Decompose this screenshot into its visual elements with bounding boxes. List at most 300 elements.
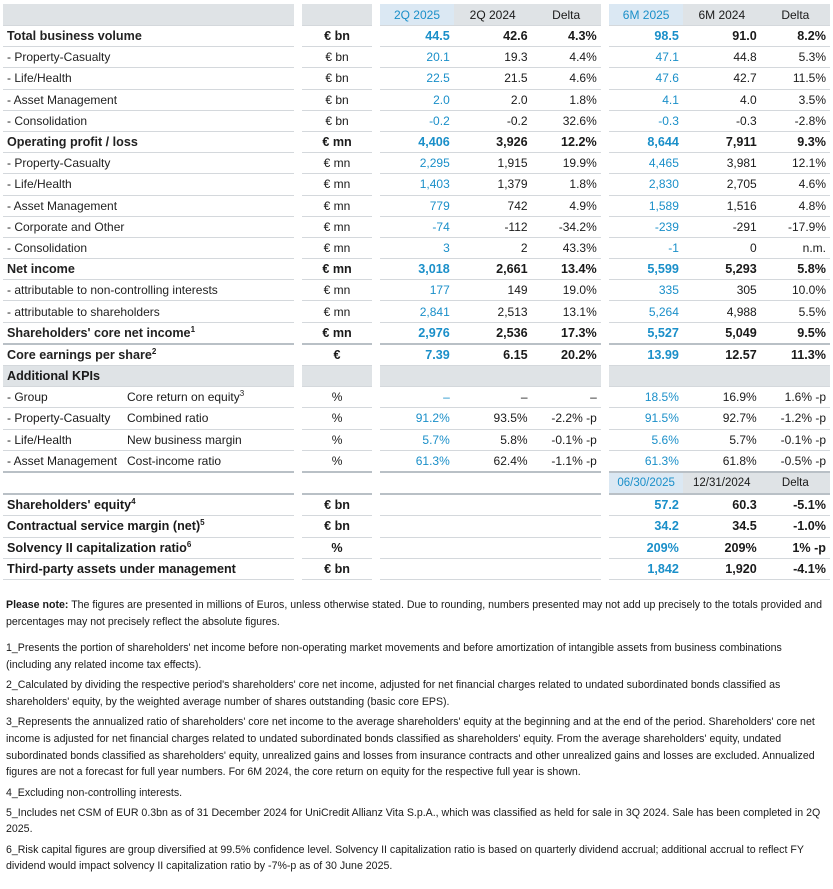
table-row xyxy=(3,301,830,322)
column-gap xyxy=(294,68,303,89)
value-cell: -1.1% -p xyxy=(532,451,601,473)
column-gap xyxy=(294,259,303,280)
column-gap xyxy=(372,4,381,26)
value-cell: 44.5 xyxy=(380,26,454,47)
column-gap xyxy=(294,90,303,111)
empty-cell xyxy=(380,495,454,516)
column-gap xyxy=(294,111,303,132)
value-cell: 5.7% xyxy=(683,430,761,451)
column-gap xyxy=(294,280,303,301)
column-gap xyxy=(601,408,610,429)
row-unit: € mn xyxy=(302,196,371,217)
column-gap xyxy=(601,153,610,174)
value-cell: 1.8% xyxy=(532,90,601,111)
column-gap xyxy=(601,217,610,238)
row-label xyxy=(3,259,294,280)
value-cell: 47.6 xyxy=(609,68,683,89)
row-label-text: - attributable to non-controlling interests xyxy=(7,283,218,298)
value-cell: – xyxy=(454,387,532,408)
column-gap xyxy=(294,301,303,322)
empty-cell xyxy=(454,516,532,537)
value-cell: 18.5% xyxy=(609,387,683,408)
value-cell: 20.2% xyxy=(532,345,601,366)
column-gap xyxy=(294,174,303,195)
value-cell: -0.2 xyxy=(454,111,532,132)
column-gap xyxy=(372,345,381,366)
footnote-5: 5_Includes net CSM of EUR 0.3bn as of 31 December 2024 for UniCredit Allianz Vita S.p.A., which was classified as held for sale in 3Q 2024. Sale has been completed in 2Q 2025. xyxy=(6,806,821,836)
value-cell: 19.3 xyxy=(454,47,532,68)
value-cell: 2.0 xyxy=(454,90,532,111)
kpi-row xyxy=(3,408,830,429)
balance-row xyxy=(3,516,830,537)
value-cell: 2,295 xyxy=(380,153,454,174)
value-cell: 62.4% xyxy=(454,451,532,473)
empty-cell xyxy=(454,559,532,580)
value-cell: 91.2% xyxy=(380,408,454,429)
balance-label-text: Shareholders' equity xyxy=(7,498,132,513)
kpi-segment: - Life/Health xyxy=(7,432,72,447)
kpi-title-filler xyxy=(302,366,371,387)
value-cell: 12.2% xyxy=(532,132,601,153)
date-header-blank xyxy=(3,473,294,495)
row-unit: € bn xyxy=(302,111,371,132)
section-row xyxy=(3,259,830,280)
column-gap xyxy=(372,451,381,473)
value-cell: 2,976 xyxy=(380,323,454,345)
column-gap xyxy=(294,430,303,451)
date-header-blank xyxy=(380,473,454,495)
empty-cell xyxy=(532,516,601,537)
kpi-title-filler xyxy=(532,366,601,387)
row-unit: € mn xyxy=(302,174,371,195)
value-cell: -17.9% xyxy=(761,217,830,238)
column-gap xyxy=(294,451,303,473)
value-cell: 47.1 xyxy=(609,47,683,68)
value-cell: 0 xyxy=(683,238,761,259)
column-gap xyxy=(601,538,610,559)
value-cell: 5.8% xyxy=(761,259,830,280)
please-note-label: Please note: xyxy=(6,599,69,611)
column-gap xyxy=(601,301,610,322)
empty-cell xyxy=(380,538,454,559)
value-cell: 7.39 xyxy=(380,345,454,366)
row-label-text: - Property-Casualty xyxy=(7,156,111,171)
row-label xyxy=(3,301,294,322)
column-gap xyxy=(601,196,610,217)
column-gap xyxy=(601,430,610,451)
column-gap xyxy=(601,473,610,495)
row-label-text: Operating profit / loss xyxy=(7,135,138,150)
kpi-title-filler xyxy=(454,366,532,387)
date-header-blank xyxy=(532,473,601,495)
column-gap xyxy=(601,111,610,132)
row-label-text: - Asset Management xyxy=(7,198,118,213)
value-cell: 5.7% xyxy=(380,430,454,451)
value-cell: 742 xyxy=(454,196,532,217)
date-header-c7: Delta xyxy=(761,473,830,495)
value-cell: 1,379 xyxy=(454,174,532,195)
column-gap xyxy=(294,495,303,516)
row-unit: € mn xyxy=(302,280,371,301)
balance-label-text: Contractual service margin (net) xyxy=(7,519,201,534)
value-cell: 8,644 xyxy=(609,132,683,153)
kpi-segment: - Property-Casualty xyxy=(7,411,111,426)
empty-cell xyxy=(380,516,454,537)
row-label-text: Total business volume xyxy=(7,29,142,44)
value-cell: 5.8% xyxy=(454,430,532,451)
row-label xyxy=(3,217,294,238)
row-unit: € bn xyxy=(302,47,371,68)
value-cell: 34.5 xyxy=(683,516,761,537)
value-cell: 19.9% xyxy=(532,153,601,174)
row-unit: € mn xyxy=(302,323,371,345)
value-cell: 5,599 xyxy=(609,259,683,280)
row-label xyxy=(3,26,294,47)
table-row xyxy=(3,196,830,217)
row-label xyxy=(3,174,294,195)
value-cell: 2,705 xyxy=(683,174,761,195)
column-gap xyxy=(601,132,610,153)
table-row xyxy=(3,217,830,238)
value-cell: 32.6% xyxy=(532,111,601,132)
column-gap xyxy=(372,366,381,387)
column-gap xyxy=(372,280,381,301)
value-cell: -2.2% -p xyxy=(532,408,601,429)
row-unit: € mn xyxy=(302,132,371,153)
column-gap xyxy=(294,4,303,26)
column-gap xyxy=(372,301,381,322)
column-gap xyxy=(372,90,381,111)
value-cell: 3,018 xyxy=(380,259,454,280)
table-row xyxy=(3,111,830,132)
value-cell: 5.5% xyxy=(761,301,830,322)
column-gap xyxy=(601,68,610,89)
kpi-label xyxy=(3,451,294,473)
kpi-unit: % xyxy=(302,430,371,451)
column-gap xyxy=(294,323,303,345)
notes-section xyxy=(6,597,828,879)
date-header-blank xyxy=(302,473,371,495)
column-gap xyxy=(294,196,303,217)
column-gap xyxy=(601,4,610,26)
column-gap xyxy=(294,538,303,559)
balance-label xyxy=(3,559,294,580)
empty-cell xyxy=(532,559,601,580)
column-gap xyxy=(601,387,610,408)
value-cell: 12.57 xyxy=(683,345,761,366)
kpi-title-filler xyxy=(761,366,830,387)
value-cell: 4.6% xyxy=(532,68,601,89)
value-cell: 6.15 xyxy=(454,345,532,366)
value-cell: 10.0% xyxy=(761,280,830,301)
row-unit: € xyxy=(302,345,371,366)
row-label xyxy=(3,238,294,259)
column-gap xyxy=(372,47,381,68)
value-cell: 8.2% xyxy=(761,26,830,47)
row-label xyxy=(3,196,294,217)
value-cell: 98.5 xyxy=(609,26,683,47)
row-label-text: Shareholders' core net income xyxy=(7,325,191,340)
empty-cell xyxy=(454,538,532,559)
value-cell: 21.5 xyxy=(454,68,532,89)
value-cell: -0.1% -p xyxy=(761,430,830,451)
empty-cell xyxy=(532,538,601,559)
column-gap xyxy=(601,451,610,473)
column-gap xyxy=(601,323,610,345)
kpi-unit: % xyxy=(302,408,371,429)
value-cell: 12.1% xyxy=(761,153,830,174)
footnote-marker: 3 xyxy=(239,389,245,399)
table-row xyxy=(3,153,830,174)
row-label-text: - Corporate and Other xyxy=(7,219,125,234)
footnote-1: 1_Presents the portion of shareholders' net income before non-operating market movements and before amortization of intangible assets from business combinations (including any related income tax effects). xyxy=(6,642,782,672)
balance-label-text: Solvency II capitalization ratio xyxy=(7,540,187,555)
header-label-cell xyxy=(3,4,294,26)
column-gap xyxy=(372,538,381,559)
kpi-title-filler xyxy=(683,366,761,387)
column-gap xyxy=(601,280,610,301)
kpi-segment: - Asset Management xyxy=(7,453,118,468)
kpi-name: Combined ratio xyxy=(127,411,209,426)
table-row xyxy=(3,238,830,259)
row-unit: € mn xyxy=(302,301,371,322)
value-cell: 4,406 xyxy=(380,132,454,153)
balance-row xyxy=(3,495,830,516)
key-figures-table xyxy=(3,4,830,580)
column-gap xyxy=(294,473,303,495)
balance-unit: % xyxy=(302,538,371,559)
kpi-row xyxy=(3,451,830,473)
balance-unit: € bn xyxy=(302,559,371,580)
column-gap xyxy=(294,516,303,537)
value-cell: 149 xyxy=(454,280,532,301)
empty-cell xyxy=(454,495,532,516)
kpi-label xyxy=(3,387,294,408)
value-cell: -239 xyxy=(609,217,683,238)
value-cell: n.m. xyxy=(761,238,830,259)
value-cell: -1 xyxy=(609,238,683,259)
row-unit: € mn xyxy=(302,153,371,174)
column-gap xyxy=(294,153,303,174)
value-cell: 16.9% xyxy=(683,387,761,408)
value-cell: -0.3 xyxy=(609,111,683,132)
row-label xyxy=(3,280,294,301)
value-cell: 3.5% xyxy=(761,90,830,111)
date-header-c5: 06/30/2025 xyxy=(609,473,683,495)
row-label-text: - Life/Health xyxy=(7,71,72,86)
value-cell: 19.0% xyxy=(532,280,601,301)
value-cell: 60.3 xyxy=(683,495,761,516)
column-gap xyxy=(372,26,381,47)
value-cell: 4,988 xyxy=(683,301,761,322)
footnote-2: 2_Calculated by dividing the respective period's shareholders' core net income, adjusted for net financial charges related to undated subordinated bonds classified as shareholders' equity, by the weighted average number of shares outstanding (basic core EPS). xyxy=(6,679,781,709)
balance-label xyxy=(3,516,294,537)
column-gap xyxy=(601,238,610,259)
value-cell: -291 xyxy=(683,217,761,238)
value-cell: 1,516 xyxy=(683,196,761,217)
kpi-name: New business margin xyxy=(127,432,242,447)
kpi-title-row xyxy=(3,366,830,387)
header-row xyxy=(3,4,830,26)
column-gap xyxy=(294,387,303,408)
value-cell: 13.99 xyxy=(609,345,683,366)
column-gap xyxy=(601,559,610,580)
footnote-marker: 5 xyxy=(200,518,205,528)
kpi-name: Cost-income ratio xyxy=(127,453,222,468)
column-gap xyxy=(601,516,610,537)
balance-label xyxy=(3,495,294,516)
row-label-text: - Asset Management xyxy=(7,92,118,107)
balance-row xyxy=(3,538,830,559)
table-row xyxy=(3,90,830,111)
column-gap xyxy=(372,516,381,537)
column-gap xyxy=(372,559,381,580)
value-cell: 2,841 xyxy=(380,301,454,322)
value-cell: 93.5% xyxy=(454,408,532,429)
column-gap xyxy=(372,217,381,238)
please-note-text: The figures are presented in millions of Euros, unless otherwise stated. Due to rounding, numbers presented may not add up precisely to the totals provided and percentages may not precisely reflect the absolute figures. xyxy=(6,599,823,628)
column-gap xyxy=(372,259,381,280)
balance-row xyxy=(3,559,830,580)
balance-label xyxy=(3,538,294,559)
row-unit: € mn xyxy=(302,217,371,238)
row-unit: € bn xyxy=(302,26,371,47)
value-cell: 2,830 xyxy=(609,174,683,195)
column-gap xyxy=(294,217,303,238)
kpi-row xyxy=(3,430,830,451)
column-header-c4: Delta xyxy=(532,4,601,26)
column-gap xyxy=(372,323,381,345)
value-cell: -1.2% -p xyxy=(761,408,830,429)
value-cell: -5.1% xyxy=(761,495,830,516)
column-gap xyxy=(372,132,381,153)
value-cell: -0.3 xyxy=(683,111,761,132)
value-cell: -4.1% xyxy=(761,559,830,580)
kpi-title: Additional KPIs xyxy=(3,366,294,387)
value-cell: 209% xyxy=(683,538,761,559)
row-label xyxy=(3,111,294,132)
value-cell: 4.9% xyxy=(532,196,601,217)
value-cell: 17.3% xyxy=(532,323,601,345)
column-header-c2: 2Q 2025 xyxy=(380,4,454,26)
value-cell: 61.3% xyxy=(380,451,454,473)
row-label xyxy=(3,90,294,111)
footnote-6: 6_Risk capital figures are group diversified at 99.5% confidence level. Solvency II capitalization ratio is based on quarterly dividend accrual; additional accrual to reflect FY dividend would impact solvency II capitalization ratio by -7%-p as of 30 June 2025. xyxy=(6,843,804,873)
value-cell: 3,981 xyxy=(683,153,761,174)
column-gap xyxy=(601,90,610,111)
column-gap xyxy=(372,473,381,495)
kpi-title-filler xyxy=(609,366,683,387)
value-cell: 1.8% xyxy=(532,174,601,195)
empty-cell xyxy=(532,495,601,516)
footnote-4: 4_Excluding non-controlling interests. xyxy=(6,786,183,799)
value-cell: 177 xyxy=(380,280,454,301)
row-label-text: - Life/Health xyxy=(7,177,72,192)
value-cell: 61.3% xyxy=(609,451,683,473)
value-cell: 13.4% xyxy=(532,259,601,280)
footnote-marker: 6 xyxy=(186,539,192,549)
value-cell: -34.2% xyxy=(532,217,601,238)
kpi-unit: % xyxy=(302,387,371,408)
column-gap xyxy=(372,111,381,132)
value-cell: 1% -p xyxy=(761,538,830,559)
value-cell: 1,842 xyxy=(609,559,683,580)
row-unit: € mn xyxy=(302,238,371,259)
value-cell: 61.8% xyxy=(683,451,761,473)
column-gap xyxy=(372,430,381,451)
balance-unit: € bn xyxy=(302,516,371,537)
column-gap xyxy=(601,366,610,387)
value-cell: 4.0 xyxy=(683,90,761,111)
value-cell: -0.5% -p xyxy=(761,451,830,473)
value-cell: 9.5% xyxy=(761,323,830,345)
value-cell: 5.3% xyxy=(761,47,830,68)
kpi-name: Core return on equity xyxy=(127,390,240,405)
row-label xyxy=(3,345,294,366)
value-cell: 11.3% xyxy=(761,345,830,366)
kpi-row xyxy=(3,387,830,408)
column-gap xyxy=(294,559,303,580)
column-gap xyxy=(372,153,381,174)
column-gap xyxy=(372,495,381,516)
value-cell: 1,589 xyxy=(609,196,683,217)
row-label xyxy=(3,132,294,153)
column-gap xyxy=(294,345,303,366)
value-cell: – xyxy=(532,387,601,408)
value-cell: 5,264 xyxy=(609,301,683,322)
value-cell: -112 xyxy=(454,217,532,238)
row-label-text: - Consolidation xyxy=(7,240,88,255)
row-unit: € mn xyxy=(302,259,371,280)
value-cell: 5,527 xyxy=(609,323,683,345)
value-cell: 11.5% xyxy=(761,68,830,89)
value-cell: 2,661 xyxy=(454,259,532,280)
value-cell: 1,920 xyxy=(683,559,761,580)
value-cell: -0.1% -p xyxy=(532,430,601,451)
value-cell: 91.5% xyxy=(609,408,683,429)
kpi-unit: % xyxy=(302,451,371,473)
row-label-text: - Consolidation xyxy=(7,113,88,128)
table-row xyxy=(3,280,830,301)
value-cell: 1.6% -p xyxy=(761,387,830,408)
column-header-c7: Delta xyxy=(761,4,830,26)
column-header-c5: 6M 2025 xyxy=(609,4,683,26)
column-header-c6: 6M 2024 xyxy=(683,4,761,26)
footnote-3: 3_Represents the annualized ratio of shareholders' core net income to the average shareholders' equity at the beginning and at the end of the period. Shareholders' core net income is adjusted for net financial charges related to undated subordinated bonds classified as shareholders' equity. From the average shareholders' equity, undated subordinated bonds classified as shareholders' equity, unrealized gains and losses from insurance contracts and other unrealized gains and losses are excluded. Annualized figures are not a forecast for full year numbers. For 6M 2024, the core return on equity for the respective full year is shown. xyxy=(6,716,815,779)
value-cell: 2,513 xyxy=(454,301,532,322)
value-cell: 4.4% xyxy=(532,47,601,68)
column-gap xyxy=(372,196,381,217)
row-label-text: Core earnings per share xyxy=(7,347,152,362)
column-gap xyxy=(372,408,381,429)
table-row xyxy=(3,68,830,89)
footnote-marker: 4 xyxy=(131,497,136,507)
value-cell: 779 xyxy=(380,196,454,217)
value-cell: -2.8% xyxy=(761,111,830,132)
row-label-text: Net income xyxy=(7,262,75,277)
value-cell: 91.0 xyxy=(683,26,761,47)
column-gap xyxy=(372,387,381,408)
section-row xyxy=(3,26,830,47)
value-cell: 2.0 xyxy=(380,90,454,111)
value-cell: 34.2 xyxy=(609,516,683,537)
column-gap xyxy=(601,259,610,280)
value-cell: 5.6% xyxy=(609,430,683,451)
column-gap xyxy=(601,495,610,516)
value-cell: 9.3% xyxy=(761,132,830,153)
row-unit: € bn xyxy=(302,68,371,89)
column-gap xyxy=(372,174,381,195)
